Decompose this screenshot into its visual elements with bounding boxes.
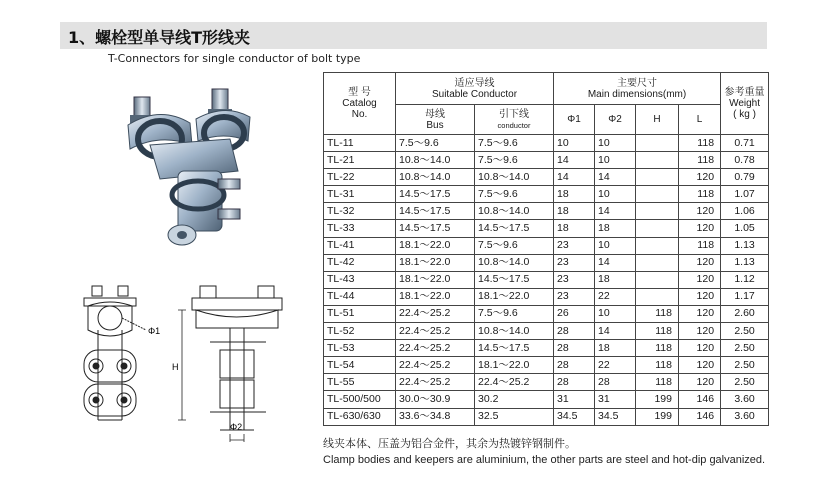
cell-phi1: 28: [554, 357, 595, 374]
cell-l: 120: [679, 203, 721, 220]
cell-phi1: 18: [554, 186, 595, 203]
cell-lead: 7.5～9.6: [475, 186, 554, 203]
cell-weight: 0.78: [721, 152, 769, 169]
cell-phi2: 22: [595, 357, 636, 374]
cell-weight: 1.12: [721, 271, 769, 288]
cell-phi2: 10: [595, 305, 636, 322]
cell-model: TL-11: [324, 135, 396, 152]
cell-phi2: 10: [595, 135, 636, 152]
table-row: [324, 408, 769, 425]
header-conductor: 适应导线 Suitable Conductor: [396, 73, 554, 105]
cell-phi2: 14: [595, 169, 636, 186]
technical-drawing: [70, 280, 310, 450]
cell-phi2: 14: [595, 203, 636, 220]
cell-phi2: 31: [595, 391, 636, 408]
cell-phi2: 22: [595, 288, 636, 305]
product-photo: [120, 75, 280, 255]
cell-bus: 10.8～14.0: [396, 152, 475, 169]
cell-phi1: 18: [554, 203, 595, 220]
cell-l: 120: [679, 357, 721, 374]
cell-lead: 30.2: [475, 391, 554, 408]
cell-h: [636, 152, 679, 169]
cell-bus: 14.5～17.5: [396, 203, 475, 220]
cell-lead: 7.5～9.6: [475, 237, 554, 254]
cell-phi1: 28: [554, 340, 595, 357]
cell-lead: 10.8～14.0: [475, 169, 554, 186]
table-row: [324, 391, 769, 408]
cell-weight: 1.06: [721, 203, 769, 220]
spec-table: [323, 72, 769, 426]
cell-l: 146: [679, 408, 721, 425]
title-bar: [60, 22, 767, 49]
cell-model: TL-41: [324, 237, 396, 254]
cell-weight: 1.05: [721, 220, 769, 237]
cell-weight: 1.07: [721, 186, 769, 203]
cell-phi1: 14: [554, 169, 595, 186]
cell-phi1: 18: [554, 220, 595, 237]
cell-phi1: 23: [554, 237, 595, 254]
cell-model: TL-55: [324, 374, 396, 391]
cell-bus: 22.4～25.2: [396, 374, 475, 391]
table-row: [324, 340, 769, 357]
cell-l: 120: [679, 305, 721, 322]
cell-lead: 18.1～22.0: [475, 357, 554, 374]
h-label: H: [172, 362, 179, 372]
cell-phi2: 14: [595, 323, 636, 340]
cell-phi1: 34.5: [554, 408, 595, 425]
table-row: [324, 323, 769, 340]
cell-h: [636, 254, 679, 271]
cell-phi2: 10: [595, 237, 636, 254]
page-subtitle: T-Connectors for single conductor of bolt type: [108, 52, 361, 65]
cell-model: TL-44: [324, 288, 396, 305]
cell-bus: 33.6～34.8: [396, 408, 475, 425]
cell-lead: 10.8～14.0: [475, 254, 554, 271]
cell-h: 118: [636, 357, 679, 374]
cell-l: 120: [679, 169, 721, 186]
header-bus: 母线 Bus: [396, 105, 475, 135]
cell-lead: 14.5～17.5: [475, 220, 554, 237]
cell-l: 120: [679, 323, 721, 340]
cell-l: 120: [679, 220, 721, 237]
cell-weight: 1.13: [721, 237, 769, 254]
cell-weight: 1.17: [721, 288, 769, 305]
cell-weight: 1.13: [721, 254, 769, 271]
cell-weight: 2.50: [721, 374, 769, 391]
table-row: [324, 220, 769, 237]
cell-phi1: 10: [554, 135, 595, 152]
cell-h: [636, 135, 679, 152]
cell-phi1: 26: [554, 305, 595, 322]
cell-l: 120: [679, 271, 721, 288]
cell-model: TL-500/500: [324, 391, 396, 408]
cell-lead: 14.5～17.5: [475, 271, 554, 288]
cell-h: [636, 271, 679, 288]
table-row: [324, 203, 769, 220]
cell-bus: 7.5～9.6: [396, 135, 475, 152]
header-lead: 引下线 conductor: [475, 105, 554, 135]
table-row: [324, 152, 769, 169]
cell-model: TL-43: [324, 271, 396, 288]
cell-weight: 2.50: [721, 340, 769, 357]
cell-model: TL-22: [324, 169, 396, 186]
page-title: 1、螺栓型单导线T形线夹: [68, 28, 251, 47]
phi2-label: Φ2: [230, 422, 243, 432]
cell-l: 120: [679, 340, 721, 357]
header-weight: 参考重量 Weight ( kg ): [721, 73, 769, 135]
cell-model: TL-31: [324, 186, 396, 203]
cell-phi2: 18: [595, 220, 636, 237]
note-chinese: 线夹本体、压盖为铝合金件，其余为热镀锌钢制件。: [323, 437, 576, 450]
header-dimensions: 主要尺寸 Main dimensions(mm): [554, 73, 721, 105]
cell-phi2: 18: [595, 271, 636, 288]
cell-h: [636, 186, 679, 203]
cell-bus: 18.1～22.0: [396, 254, 475, 271]
cell-bus: 18.1～22.0: [396, 288, 475, 305]
table-row: [324, 288, 769, 305]
header-phi1: Φ1: [554, 105, 595, 135]
table-row: [324, 305, 769, 322]
cell-model: TL-32: [324, 203, 396, 220]
cell-phi2: 14: [595, 254, 636, 271]
cell-h: [636, 203, 679, 220]
cell-lead: 7.5～9.6: [475, 135, 554, 152]
cell-phi1: 23: [554, 271, 595, 288]
cell-h: 199: [636, 391, 679, 408]
cell-phi2: 18: [595, 340, 636, 357]
cell-bus: 22.4～25.2: [396, 340, 475, 357]
header-l: L: [679, 105, 721, 135]
cell-l: 120: [679, 288, 721, 305]
header-phi2: Φ2: [595, 105, 636, 135]
cell-bus: 22.4～25.2: [396, 305, 475, 322]
cell-lead: 14.5～17.5: [475, 340, 554, 357]
table-row: [324, 254, 769, 271]
cell-phi1: 28: [554, 323, 595, 340]
cell-model: TL-21: [324, 152, 396, 169]
cell-model: TL-33: [324, 220, 396, 237]
cell-phi2: 28: [595, 374, 636, 391]
cell-h: [636, 169, 679, 186]
cell-h: 199: [636, 408, 679, 425]
cell-weight: 2.50: [721, 323, 769, 340]
table-row: [324, 357, 769, 374]
cell-l: 118: [679, 237, 721, 254]
table-row: [324, 237, 769, 254]
cell-phi1: 23: [554, 288, 595, 305]
table-row: [324, 135, 769, 152]
cell-phi1: 23: [554, 254, 595, 271]
cell-weight: 2.60: [721, 305, 769, 322]
table-row: [324, 374, 769, 391]
cell-bus: 14.5～17.5: [396, 220, 475, 237]
cell-bus: 18.1～22.0: [396, 271, 475, 288]
cell-bus: 22.4～25.2: [396, 357, 475, 374]
cell-l: 146: [679, 391, 721, 408]
cell-model: TL-42: [324, 254, 396, 271]
cell-lead: 10.8～14.0: [475, 203, 554, 220]
cell-model: TL-52: [324, 323, 396, 340]
cell-phi2: 34.5: [595, 408, 636, 425]
cell-h: 118: [636, 374, 679, 391]
cell-phi1: 31: [554, 391, 595, 408]
table-row: [324, 271, 769, 288]
cell-h: 118: [636, 323, 679, 340]
cell-lead: 32.5: [475, 408, 554, 425]
cell-phi1: 28: [554, 374, 595, 391]
cell-h: 118: [636, 305, 679, 322]
cell-weight: 3.60: [721, 408, 769, 425]
cell-model: TL-54: [324, 357, 396, 374]
cell-lead: 7.5～9.6: [475, 305, 554, 322]
cell-model: TL-630/630: [324, 408, 396, 425]
cell-h: [636, 220, 679, 237]
cell-bus: 18.1～22.0: [396, 237, 475, 254]
cell-l: 118: [679, 135, 721, 152]
cell-bus: 10.8～14.0: [396, 169, 475, 186]
cell-model: TL-51: [324, 305, 396, 322]
cell-l: 120: [679, 254, 721, 271]
cell-l: 120: [679, 374, 721, 391]
cell-weight: 0.79: [721, 169, 769, 186]
cell-weight: 3.60: [721, 391, 769, 408]
cell-bus: 30.0～30.9: [396, 391, 475, 408]
note-english: Clamp bodies and keepers are aluminium, the other parts are steel and hot-dip galvanized.: [323, 454, 766, 466]
table-row: [324, 169, 769, 186]
cell-phi2: 10: [595, 152, 636, 169]
header-model: 型 号 Catalog No.: [324, 73, 396, 135]
cell-weight: 0.71: [721, 135, 769, 152]
cell-bus: 14.5～17.5: [396, 186, 475, 203]
phi1-label: Φ1: [148, 326, 161, 336]
cell-lead: 18.1～22.0: [475, 288, 554, 305]
cell-h: [636, 237, 679, 254]
cell-bus: 22.4～25.2: [396, 323, 475, 340]
cell-l: 118: [679, 186, 721, 203]
cell-lead: 10.8～14.0: [475, 323, 554, 340]
cell-h: [636, 288, 679, 305]
cell-phi2: 10: [595, 186, 636, 203]
table-row: [324, 186, 769, 203]
cell-weight: 2.50: [721, 357, 769, 374]
cell-phi1: 14: [554, 152, 595, 169]
cell-l: 118: [679, 152, 721, 169]
cell-lead: 22.4～25.2: [475, 374, 554, 391]
header-h: H: [636, 105, 679, 135]
spec-table-body: [324, 135, 769, 426]
cell-h: 118: [636, 340, 679, 357]
cell-model: TL-53: [324, 340, 396, 357]
cell-lead: 7.5～9.6: [475, 152, 554, 169]
